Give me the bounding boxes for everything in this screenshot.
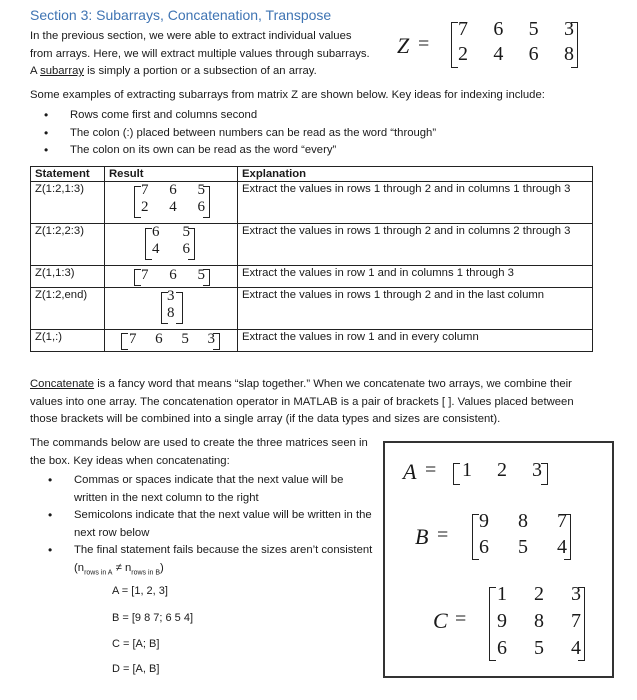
table-header-row (31, 167, 593, 182)
code-line-d: D = [A, B] (112, 663, 160, 675)
z-cell: 5 (528, 18, 539, 40)
matrix-c-eq: = (455, 608, 467, 630)
z-cell: 8 (563, 43, 574, 65)
statement-cell: Z(1:2,end) (31, 288, 105, 330)
matrix-a-row (462, 459, 542, 482)
z-cell: 3 (563, 18, 574, 40)
result-value: 5 (197, 182, 205, 198)
intro-line-3-post: is simply a portion or a subsection of an array. (84, 65, 317, 77)
a-cell: 2 (497, 459, 507, 481)
matrix-z-eq: = (418, 33, 430, 55)
result-value: 4 (169, 199, 177, 215)
b-cell: 6 (479, 536, 489, 558)
matrix-b-eq: = (437, 524, 449, 546)
matrix-z-row-2 (458, 43, 574, 66)
header-explanation: Explanation (238, 167, 593, 182)
result-value: 7 (129, 331, 137, 347)
result-value: 6 (152, 224, 160, 240)
matrix-c-row-3 (497, 637, 581, 660)
a-cell: 1 (462, 459, 472, 481)
result-right-bracket (176, 292, 183, 324)
c-cell: 9 (497, 610, 507, 632)
n-rows-a (78, 562, 113, 574)
n-rows-b (125, 562, 160, 574)
result-row (141, 199, 205, 216)
concat-idea (74, 542, 374, 581)
table-row (31, 182, 593, 224)
indexing-ideas-list (70, 107, 436, 160)
c-cell: 3 (571, 583, 581, 605)
n-symbol: n (77, 561, 85, 574)
c-cell: 4 (571, 637, 581, 659)
result-left-bracket (134, 269, 141, 286)
result-left-bracket (145, 228, 152, 260)
explanation-cell: Extract the values in row 1 and in columns 1 through 3 (238, 266, 593, 288)
close-paren: ) (160, 561, 164, 574)
concat-idea: • Commas or spaces indicate that the next value will be written in the next column to the right (74, 472, 374, 507)
concat-ideas-list (74, 472, 374, 581)
matrix-b-row-2 (479, 536, 567, 559)
concatenate-term: Concatenate (30, 378, 95, 390)
intro-line-2: from arrays. Here, we will extract multiple values through subarrays. (30, 47, 370, 60)
result-value: 6 (169, 182, 177, 198)
table-row (31, 224, 593, 266)
rows-in-b-sub: rows in B (131, 568, 161, 576)
result-value: 5 (197, 267, 205, 283)
not-equal: ≠ (112, 561, 125, 574)
indexing-idea: • The colon on its own can be read as the word “every” (70, 142, 436, 160)
result-cell (105, 224, 238, 266)
result-value: 6 (155, 331, 163, 347)
result-value: 6 (182, 241, 190, 257)
matrix-c-label: C (433, 608, 448, 633)
indexing-idea: • Rows come first and columns second (70, 107, 436, 125)
result-left-bracket (121, 333, 128, 350)
result-value: 6 (197, 199, 205, 215)
matrix-a-right-bracket (541, 463, 548, 485)
examples-intro: Some examples of extracting subarrays from matrix Z are shown below. Key ideas for indexing include: (30, 89, 545, 101)
result-value: 3 (207, 331, 215, 347)
concatenate-paragraph (30, 376, 600, 429)
matrix-c-row-2 (497, 610, 581, 633)
z-cell: 6 (493, 18, 504, 40)
z-cell: 6 (528, 43, 539, 65)
rows-in-a-sub: rows in A (84, 568, 113, 576)
intro-line-3-pre: A (30, 65, 41, 77)
matrix-c-left-bracket (489, 587, 496, 661)
matrix-a-eq: = (425, 459, 437, 481)
a-cell: 3 (532, 459, 542, 481)
matrix-z-left-bracket (451, 22, 458, 68)
result-cell (105, 288, 238, 330)
matrix-c-row-1 (497, 583, 581, 606)
explanation-cell: Extract the values in rows 1 through 2 and in columns 2 through 3 (238, 224, 593, 266)
result-value: 7 (141, 182, 149, 198)
b-cell: 7 (557, 510, 567, 532)
b-cell: 5 (518, 536, 528, 558)
concat-idea: • Semicolons indicate that the next value will be written in the next row below (74, 507, 374, 542)
c-cell: 5 (534, 637, 544, 659)
intro-line-3 (30, 63, 390, 81)
statement-cell: Z(1,1:3) (31, 266, 105, 288)
result-value: 5 (181, 331, 189, 347)
subarray-table (30, 166, 593, 352)
result-value: 2 (141, 199, 149, 215)
result-row (152, 241, 190, 258)
statement-cell: Z(1:2,1:3) (31, 182, 105, 224)
matrix-z-row-1 (458, 18, 574, 41)
c-cell: 8 (534, 610, 544, 632)
intro-line-1: In the previous section, we were able to extract individual values (30, 30, 352, 42)
table-row (31, 330, 593, 352)
result-cell (105, 266, 238, 288)
result-value: 6 (169, 267, 177, 283)
result-value: 7 (141, 267, 149, 283)
section-heading: Section 3: Subarrays, Concatenation, Transpose (30, 7, 332, 23)
intro-paragraph (30, 28, 390, 81)
table-row (31, 288, 593, 330)
z-cell: 7 (458, 18, 468, 40)
header-statement: Statement (31, 167, 105, 182)
result-row (129, 331, 215, 348)
matrix-z-label: Z (397, 33, 410, 58)
c-cell: 1 (497, 583, 507, 605)
result-row (141, 267, 205, 284)
concatenate-text: is a fancy word that means “slap together.” When we concatenate two arrays, we combine their values into one array. The concatenation operator in MATLAB is a pair of brackets [ ]. Values placed between those brackets will be combined into a single array (if the data types and sizes are consistent). (30, 378, 574, 425)
concat-idea-text: The final statement fails because the sizes aren’t consistent ( (74, 544, 373, 574)
result-value: 8 (167, 305, 175, 321)
result-cell (105, 182, 238, 224)
subarray-term: subarray (40, 65, 85, 77)
statement-cell: Z(1:2,2:3) (31, 224, 105, 266)
result-row (152, 224, 190, 241)
code-line-c: C = [A; B] (112, 638, 160, 650)
b-cell: 8 (518, 510, 528, 532)
result-value: 3 (167, 288, 175, 304)
commands-intro: The commands below are used to create the three matrices seen in the box. Key ideas when concatenating: (30, 437, 368, 467)
code-line-b: B = [9 8 7; 6 5 4] (112, 612, 194, 624)
b-cell: 4 (557, 536, 567, 558)
result-left-bracket (134, 186, 141, 218)
result-value: 4 (152, 241, 160, 257)
n-symbol: n (124, 561, 132, 574)
explanation-cell: Extract the values in row 1 and in every column (238, 330, 593, 352)
result-value: 5 (182, 224, 190, 240)
result-cell (105, 330, 238, 352)
z-cell: 2 (458, 43, 468, 65)
explanation-cell: Extract the values in rows 1 through 2 and in the last column (238, 288, 593, 330)
matrix-b-left-bracket (472, 514, 479, 560)
matrix-b-row-1 (479, 510, 567, 533)
explanation-cell: Extract the values in rows 1 through 2 and in columns 1 through 3 (238, 182, 593, 224)
code-line-a: A = [1, 2, 3] (112, 585, 168, 597)
z-cell: 4 (493, 43, 504, 65)
c-cell: 7 (571, 610, 581, 632)
result-row (141, 182, 205, 199)
matrix-b-label: B (415, 524, 429, 549)
indexing-idea: • The colon (:) placed between numbers can be read as the word “through” (70, 125, 436, 143)
b-cell: 9 (479, 510, 489, 532)
matrix-a-label: A (403, 459, 417, 484)
matrix-a-left-bracket (453, 463, 460, 485)
header-result: Result (105, 167, 238, 182)
table-row (31, 266, 593, 288)
c-cell: 2 (534, 583, 544, 605)
statement-cell: Z(1,:) (31, 330, 105, 352)
c-cell: 6 (497, 637, 507, 659)
